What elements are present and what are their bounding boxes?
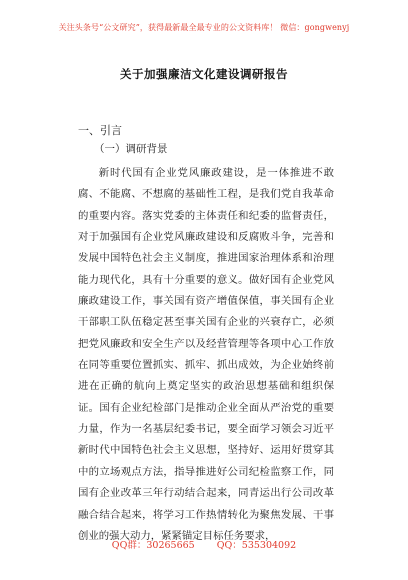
subsection-heading-background: （一）调研背景 bbox=[94, 143, 168, 155]
promo-banner: 关注头条号“公文研究”，获得最新最全最专业的公文资料库！ 微信：gongwenyj bbox=[58, 23, 350, 32]
qq-group-number: QQ群：30265665 bbox=[111, 540, 195, 551]
section-heading-introduction: 一、引言 bbox=[78, 124, 122, 137]
body-paragraph: 新时代国有企业党风廉政建设，是一体推进不敢腐、不能腐、不想腐的基础性工程，是我们党自我革命的重要内容。落实党委的主体责任和纪委的监督责任，对于加强国有企业党风廉政建设和反腐败斗争，完善和发展中国特色社会主义制度，推进国家治理体系和治理能力现代化，具有十分重要的意义。做好国有企业党风廉政建设工作，事关国有资产增值保值，事关国有企业干部职工队伍稳定甚至事关国有企业的兴衰存亡，必须把党风廉政和安全生产以及经营管理等各项中心工作放在同等重要位置抓实、抓牢、抓出成效，为企业始终前进在正确的航向上奠定坚实的政治思想基础和组织保证。国有企业纪检部门是推动企业全面从严治党的重要力量，作为一名基层纪委书记，要全面学习领会习近平新时代中国特色社会主义思想，坚持好、运用好贯穿其中的立场观点方法，指导推进好公司纪检监察工作，同国有企业改革三年行动结合起来，同青运出行公司改革融合结合起来，将学习工作热情转化为聚焦发展、干事创业的强大动力，紧紧锚定目标任务要求， bbox=[78, 167, 334, 542]
footer-contact bbox=[0, 537, 408, 551]
document-title: 关于加强廉洁文化建设调研报告 bbox=[120, 67, 288, 81]
qq-number: QQ：535304092 bbox=[216, 540, 297, 551]
